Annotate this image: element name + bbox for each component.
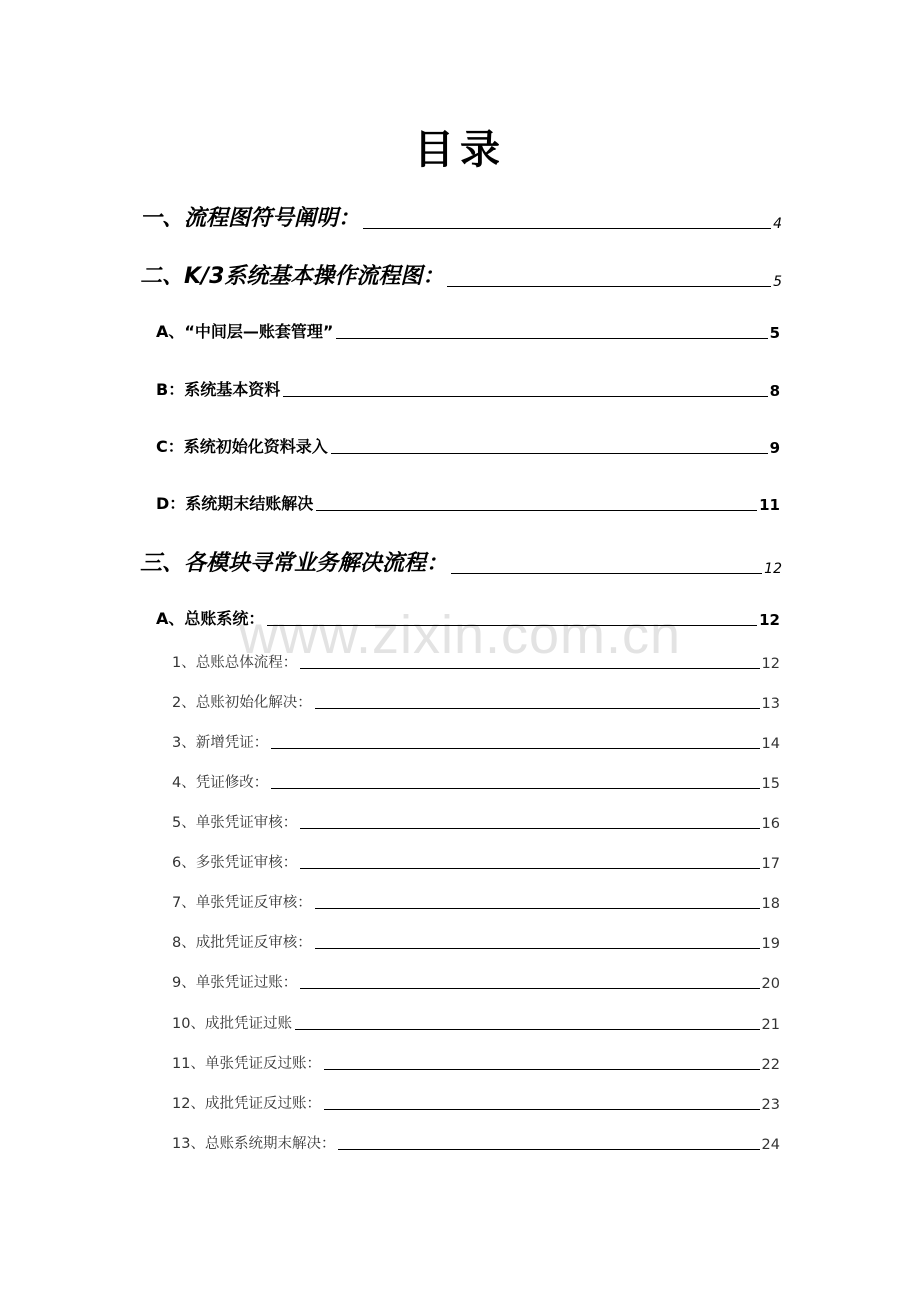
toc-entry-3a-8[interactable] [172,930,780,952]
toc-entry-label: 三、各模块寻常业务解决流程： [140,551,449,576]
toc-entry-label: 一、流程图符号阐明： [140,206,361,231]
toc-entry-page: 20 [761,976,780,992]
toc-entry-page: 12 [764,561,782,577]
toc-entry-page: 23 [761,1097,780,1113]
toc-entry-page: 8 [769,382,780,400]
toc-entry-page: 24 [761,1137,780,1153]
toc-entry-label: 8、成批凭证反审核： [172,935,312,951]
toc-entry-page: 4 [773,216,782,232]
toc-entry-section-2[interactable] [140,256,782,290]
toc-leader-line [447,286,771,287]
toc-leader-line [336,338,767,339]
toc-entry-label: 11、单张凭证反过账： [172,1056,321,1072]
toc-entry-section-3[interactable] [140,543,782,577]
toc-leader-line [324,1069,760,1070]
toc-entry-3a-10[interactable] [172,1011,780,1033]
toc-entry-2b[interactable] [156,376,780,400]
toc-leader-line [267,625,757,626]
toc-entry-page: 12 [761,656,780,672]
toc-entry-label: B：系统基本资料 [156,380,281,399]
toc-leader-line [338,1149,759,1150]
toc-leader-line [315,948,760,949]
toc-entry-label: 5、单张凭证审核： [172,815,298,831]
toc-leader-line [300,988,759,989]
toc-entry-3a-9[interactable] [172,970,780,992]
toc-entry-page: 9 [769,439,780,457]
toc-entry-label: A、“中间层—账套管理” [156,322,334,341]
toc-entry-3a-1[interactable] [172,650,780,672]
toc-entry-page: 15 [761,776,780,792]
toc-entry-page: 5 [769,324,780,342]
toc-entry-page: 19 [761,936,780,952]
toc-entry-page: 22 [761,1057,780,1073]
toc-entry-3a-6[interactable] [172,850,780,872]
toc-entry-page: 5 [773,274,782,290]
toc-entry-page: 21 [761,1017,780,1033]
toc-entry-label: 10、成批凭证过账 [172,1016,292,1032]
toc-entry-label: 9、单张凭证过账： [172,975,298,991]
toc-leader-line [331,453,768,454]
toc-entry-label: 二、K/3系统基本操作流程图： [140,264,445,289]
toc-leader-line [300,828,759,829]
toc-entry-page: 17 [761,856,780,872]
toc-leader-line [315,708,760,709]
toc-entry-3a-12[interactable] [172,1091,780,1113]
toc-entry-label: 7、单张凭证反审核： [172,895,312,911]
toc-leader-line [315,908,760,909]
toc-entry-3a-11[interactable] [172,1051,780,1073]
toc-leader-line [271,748,759,749]
toc-entry-3a[interactable] [156,605,780,629]
toc-leader-line [300,868,759,869]
toc-entry-page: 13 [761,696,780,712]
toc-leader-line [283,396,767,397]
toc-entry-2c[interactable] [156,433,780,457]
toc-entry-label: 4、凭证修改： [172,775,269,791]
toc-entry-label: 13、总账系统期末解决： [172,1136,336,1152]
toc-leader-line [363,228,771,229]
toc-entry-label: 6、多张凭证审核： [172,855,298,871]
toc-entry-2d[interactable] [156,490,780,514]
page-title: 目录 [414,127,506,173]
toc-entry-page: 18 [761,896,780,912]
toc-entry-label: D：系统期末结账解决 [156,494,314,513]
toc-entry-page: 16 [761,816,780,832]
toc-leader-line [316,510,757,511]
toc-entry-3a-3[interactable] [172,730,780,752]
toc-entry-page: 14 [761,736,780,752]
toc-leader-line [451,573,762,574]
toc-entry-3a-7[interactable] [172,890,780,912]
toc-entry-label: 2、总账初始化解决： [172,695,312,711]
toc-entry-2a[interactable] [156,318,780,342]
watermark: www.zixin.com.cn [238,605,682,665]
toc-leader-line [271,788,759,789]
toc-entry-3a-13[interactable] [172,1131,780,1153]
toc-entry-label: C：系统初始化资料录入 [156,437,328,456]
toc-leader-line [295,1029,760,1030]
toc-leader-line [300,668,759,669]
toc-entry-label: A、总账系统： [156,609,265,628]
toc-entry-3a-5[interactable] [172,810,780,832]
toc-entry-label: 12、成批凭证反过账： [172,1096,321,1112]
toc-entry-label: 1、总账总体流程： [172,655,298,671]
toc-entry-3a-2[interactable] [172,690,780,712]
toc-entry-page: 11 [759,496,780,514]
toc-entry-3a-4[interactable] [172,770,780,792]
toc-leader-line [324,1109,760,1110]
toc-entry-section-1[interactable] [140,198,782,232]
toc-entry-label: 3、新增凭证： [172,735,269,751]
toc-entry-page: 12 [759,611,780,629]
